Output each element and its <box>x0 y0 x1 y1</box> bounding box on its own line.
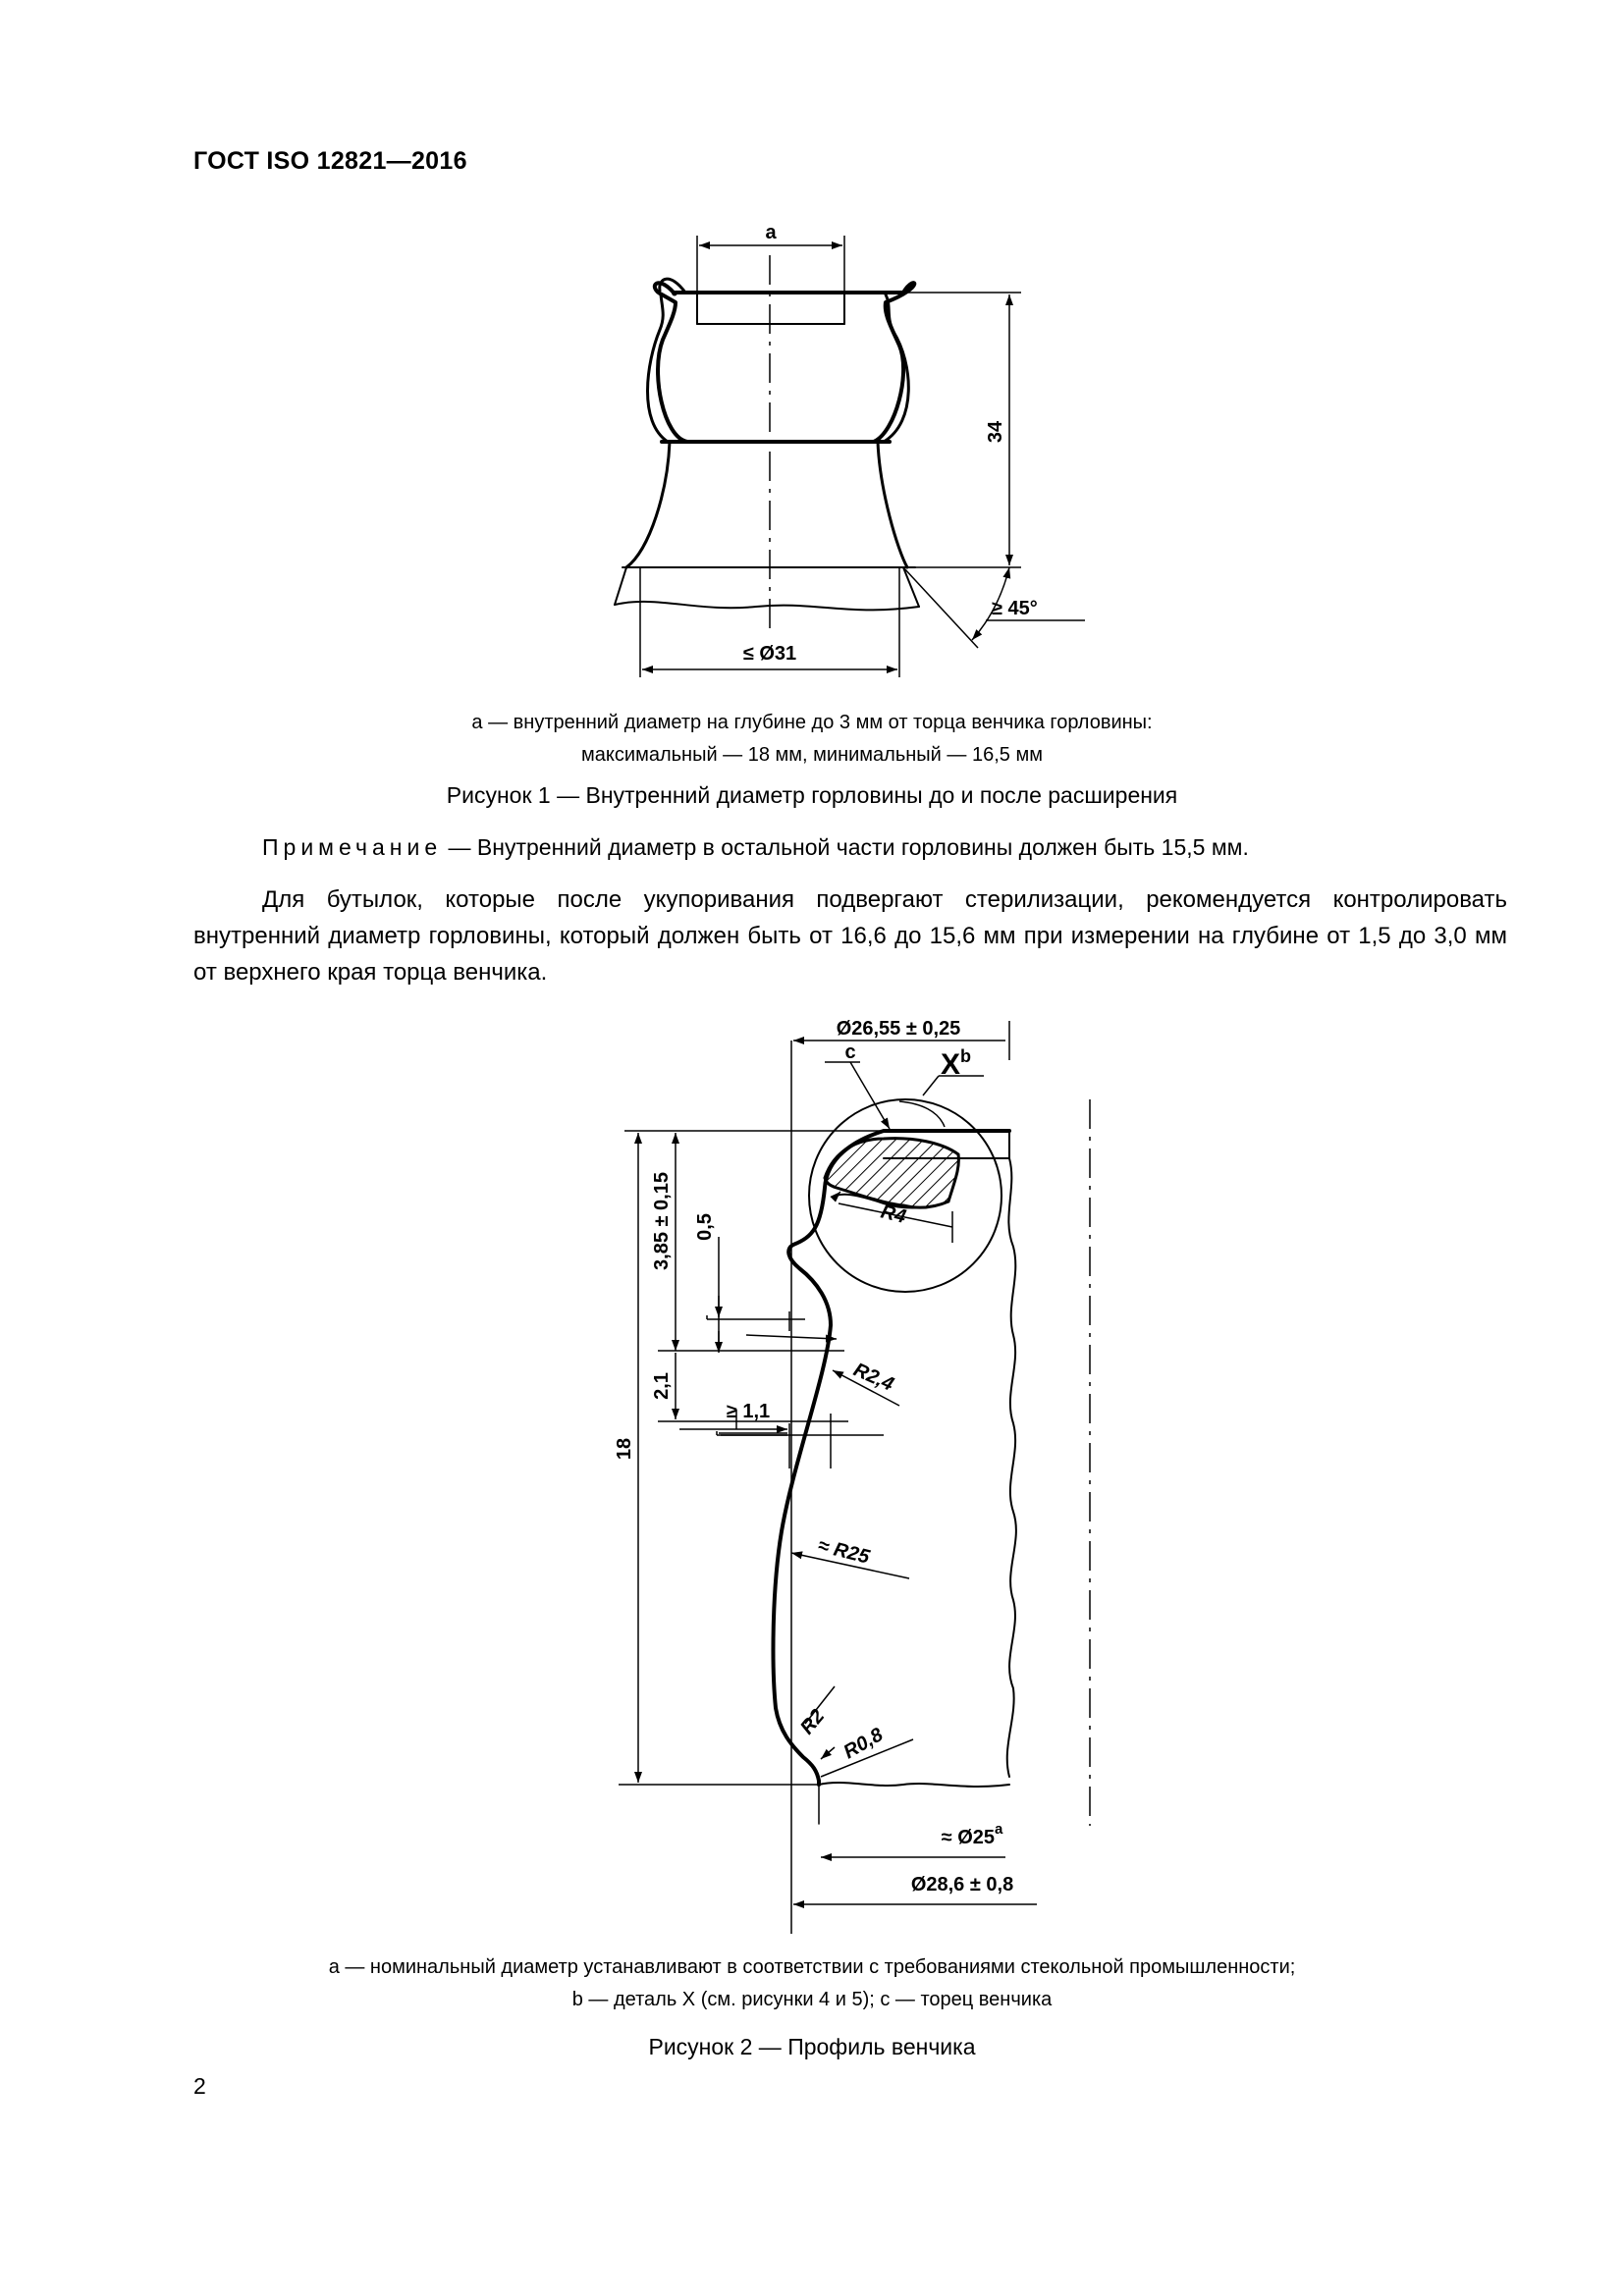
figure-1-legend-line: a — внутренний диаметр на глубине до 3 мм от торца венчика горловины: <box>471 712 1153 733</box>
label-angle: ≥ 45° <box>992 598 1038 619</box>
label-d286: Ø28,6 ± 0,8 <box>910 1874 1014 1896</box>
figure-1-legend-line: максимальный — 18 мм, минимальный — 16,5 мм <box>581 744 1043 766</box>
figure-1-caption: Рисунок 1 — Внутренний диаметр горловины до и после расширения <box>446 782 1178 808</box>
label-d25-sup: a <box>995 1821 1003 1838</box>
label-r25: ≈ R25 <box>815 1534 872 1569</box>
label-diameter: ≤ Ø31 <box>742 643 797 665</box>
note-text: — Внутренний диаметр в остальной части горловины должен быть 15,5 мм. <box>442 834 1249 860</box>
label-05: 0,5 <box>694 1213 716 1241</box>
figure-1-drawing <box>589 216 1139 687</box>
note-label: Примечание <box>262 834 443 860</box>
label-385: 3,85 ± 0,15 <box>651 1172 673 1270</box>
body-paragraph: Для бутылок, которые после укупоривания подвергают стерилизации, рекомендуется контролировать внутренний диаметр горловины, который должен быть от 16,6 до 15,6 мм при измерении на глубине от 1,5 до 3,0 мм от верхнего края торца венчика. <box>193 886 1507 986</box>
label-34: 34 <box>985 420 1006 444</box>
figure-2-drawing <box>589 1001 1139 1934</box>
figure-1-outline <box>615 279 919 610</box>
label-r4: R4 <box>878 1201 908 1229</box>
label-11: ≥ 1,1 <box>726 1401 771 1422</box>
label-a: a <box>765 222 777 243</box>
label-18: 18 <box>614 1437 635 1461</box>
figure-1-legend <box>0 707 1624 772</box>
label-r08: R0,8 <box>839 1724 888 1764</box>
label-21: 2,1 <box>651 1372 673 1400</box>
dim-a <box>697 236 844 293</box>
label-c: c <box>844 1041 856 1063</box>
label-d25-main: ≈ Ø25 <box>941 1827 995 1848</box>
figure-2-legend-line: b — деталь X (см. рисунки 4 и 5); c — торец венчика <box>571 1989 1053 2010</box>
note <box>262 834 1249 861</box>
page-number: 2 <box>193 2073 206 2099</box>
label-r2: R2 <box>795 1705 830 1739</box>
label-d-top: Ø26,55 ± 0,25 <box>836 1018 961 1040</box>
glass-profile <box>774 1131 1016 1785</box>
label-x-main: X <box>941 1048 961 1081</box>
label-r24: R2,4 <box>849 1359 897 1396</box>
figure-2-caption: Рисунок 2 — Профиль венчика <box>648 2034 976 2059</box>
document-header: ГОСТ ISO 12821—2016 <box>193 147 467 175</box>
label-x-sup: b <box>960 1046 972 1066</box>
label-d25 <box>942 1821 1003 1848</box>
figure-2-legend <box>0 1951 1624 2016</box>
figure-2-legend-line: a — номинальный диаметр устанавливают в соответствии с требованиями стекольной промышленности; <box>328 1956 1296 1978</box>
